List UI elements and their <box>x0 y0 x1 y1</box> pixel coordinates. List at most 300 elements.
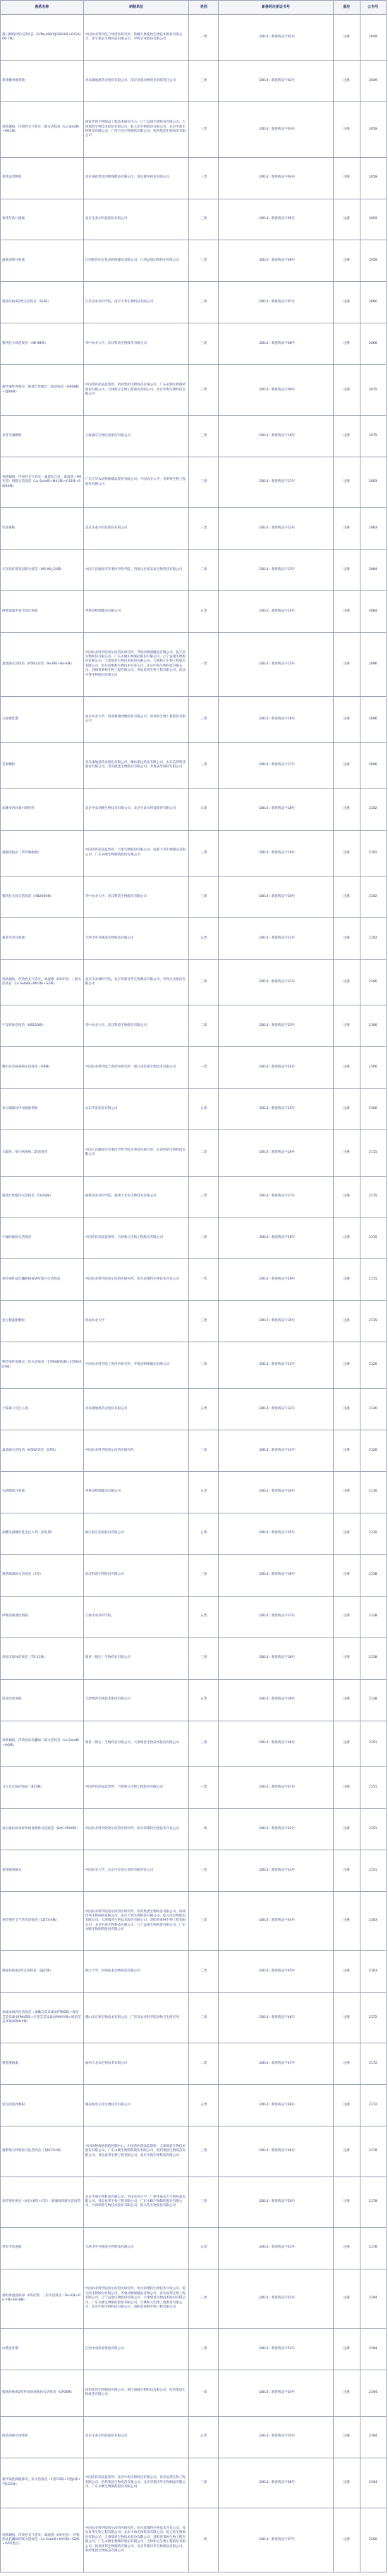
developer-cell: 浙江海正药业股份有限公司 <box>83 1513 189 1554</box>
table-row <box>1 1993 387 2043</box>
announcement-cell: 2178 <box>360 2176 386 2227</box>
developer-cell: 武汉科前生物股份有限公司 <box>83 1554 189 1596</box>
drug-name-cell: 马立克氏病活疫苗（814株） <box>1 1766 84 1808</box>
developer-cell: 中国农业科学院哈尔滨兽医研究所、齐鲁动物保健品有限公司、乾元浩生物股份有限公司、广东永顺生物制药股份有限公司、辽宁益康生物股份有限公司、天津瑞普生物技术股份有限公司、吉林和元生物工程股份有限公司、哈尔滨维科生物技术开发公司、北京中海生物科技有限公司、洛阳普莱柯生物工程有限公司、青岛易邦生物工程有限公司、武汉中博生物股份有限公司 <box>83 632 189 696</box>
certificate-cell: （2014）新兽药证字35号 <box>218 1513 333 1554</box>
drug-name-cell: 猪口蹄疫O型灭活疫苗（O/Mya98/XJ/2010株+O/GX/09-7株） <box>1 15 84 61</box>
table-row <box>1 157 387 199</box>
announcement-cell: 2194 <box>360 2370 386 2416</box>
drug-name-cell: 黄连解毒微丸 <box>1 1850 84 1891</box>
remark-cell: 注册 <box>334 1471 360 1513</box>
developer-cell: 中国兽医药品监察所、北京中海生物科技有限公司、青岛易邦生物工程有限公司、哈药集团生物疫苗有限公司、北京华都诗华生物制品有限公司、广东永顺生物制药股份有限公司 <box>83 2458 189 2508</box>
category-cell: 三类 <box>189 2458 218 2508</box>
table-row <box>1 1176 387 1218</box>
announcement-cell: 2172 <box>360 1993 386 2043</box>
category-cell: 三类 <box>189 323 218 365</box>
developer-cell: 中国农业科学院哈尔滨兽医研究所、哈尔滨维科生物技术开发公司 <box>83 1808 189 1850</box>
remark-cell: 注册 <box>334 2126 360 2177</box>
category-cell: 三类 <box>189 1637 218 1679</box>
category-cell: 三类 <box>189 830 218 876</box>
table-row <box>1 61 387 102</box>
certificate-cell: （2014）新兽药证字01号 <box>218 15 333 61</box>
announcement-cell: 2115 <box>360 1301 386 1342</box>
certificate-cell: （2014）新兽药证字37号 <box>218 1596 333 1637</box>
drug-name-cell: 伏虎素贴 <box>1 507 84 549</box>
developer-cell: 中国农业科学院哈尔滨兽医研究所、哈药集团生物疫苗有限公司、扬州优邦生物制药有限公司、南京天邦生物科技有限公司、乾元浩生物股份有限公司、天津瑞普生物技术股份有限公司、洛阳普莱柯生物工程有限公司、北京中海生物科技有限公司、辽宁益康生物股份有限公司、广东永顺生物制药股份有限公司 <box>83 1891 189 1951</box>
drug-name-cell: 复方阿莫西林粉 <box>1 2085 84 2126</box>
remark-cell: 注册 <box>334 1259 360 1301</box>
category-cell: 三类 <box>189 2126 218 2177</box>
developer-cell: 广东大华农动物保健品股份有限公司、中国农业大学、普莱柯生物工程股份有限公司 <box>83 457 189 508</box>
remark-cell: 注册 <box>334 1951 360 1993</box>
drug-name-cell: 替米考星溶液 <box>1 2227 84 2269</box>
announcement-cell: 2163 <box>360 1951 386 1993</box>
remark-cell: 注册 <box>334 282 360 323</box>
announcement-cell: 2194 <box>360 2269 386 2329</box>
announcement-cell: 2151 <box>360 1766 386 1808</box>
certificate-cell: （2014）新兽药证字15号 <box>218 632 333 696</box>
remark-cell: 注册 <box>334 240 360 282</box>
announcement-cell: 2200 <box>360 2508 386 2572</box>
header-announcement-no: 公告号 <box>360 1 386 15</box>
announcement-cell: 2178 <box>360 2227 386 2269</box>
developer-cell: 江西中成药业集团有限公司 <box>83 2329 189 2370</box>
table-row <box>1 1259 387 1301</box>
announcement-cell: 2178 <box>360 2126 386 2177</box>
certificate-cell: （2014）新兽药证字52号 <box>218 2269 333 2329</box>
category-cell: 五类 <box>189 788 218 830</box>
developer-cell: 福建省农业科学院、福州大北农生物技术有限公司 <box>83 1176 189 1218</box>
announcement-cell: 2075 <box>360 416 386 457</box>
announcement-cell: 2106 <box>360 1089 386 1130</box>
remark-cell: 注册 <box>334 788 360 830</box>
announcement-cell: 2096 <box>360 696 386 742</box>
category-cell: 一类 <box>189 2508 218 2572</box>
category-cell: 二类 <box>189 1005 218 1047</box>
drug-name-cell: 鸭传染性浆膜炎二价灭活疫苗（1型RABYD株+2型RAZ07株） <box>1 1342 84 1388</box>
certificate-cell: （2014）新兽药证字32号 <box>218 1388 333 1430</box>
category-cell: 三类 <box>189 1850 218 1891</box>
announcement-cell: 2096 <box>360 743 386 788</box>
category-cell: 五类 <box>189 1471 218 1513</box>
drug-name-cell: 重组禽流感病毒（H5亚型）三价灭活疫苗（Re-6株+Re-7株+Re-8株） <box>1 2269 84 2329</box>
announcement-cell: 2194 <box>360 2416 386 2458</box>
developer-cell: 中国人民解放军军事医学科学院军事兽医研究所、长春西诺生物科技有限公司 <box>83 1130 189 1176</box>
certificate-cell: （2014）新兽药证字29号 <box>218 1259 333 1301</box>
drug-name-cell: 猪传染性胸膜肺炎三价灭活疫苗（1型CD株+2型JL株+7型GZ株） <box>1 2458 84 2508</box>
developer-cell: 上海市农业科学院 <box>83 1596 189 1637</box>
category-cell: 三类 <box>189 1554 218 1596</box>
announcement-cell: 2138 <box>360 1679 386 1721</box>
category-cell: 一类 <box>189 2370 218 2416</box>
drug-name-cell: 复方板蓝根颗粒 <box>1 1301 84 1342</box>
certificate-cell: （2014）新兽药证字54号 <box>218 2370 333 2416</box>
developer-cell: 北京生泰尔科技股份有限公司 <box>83 507 189 549</box>
table-row <box>1 102 387 157</box>
certificate-cell: （2014）新兽药证字17号 <box>218 743 333 788</box>
table-row <box>1 1513 387 1554</box>
developer-cell: 河南农业大学 <box>83 1301 189 1342</box>
table-row <box>1 876 387 917</box>
announcement-cell: 2096 <box>360 632 386 696</box>
remark-cell: 注册 <box>334 1993 360 2043</box>
table-row <box>1 1679 387 1721</box>
remark-cell: 注册 <box>334 507 360 549</box>
developer-cell: 中国兽医药品监察所、吉林和元生物工程股份有限公司 <box>83 1766 189 1808</box>
developer-cell: 中国农业科学院兰州兽医研究所、新疆天康畜牧生物技术股份有限公司、金宇保灵生物药品有限公司、中牧实业股份有限公司 <box>83 15 189 61</box>
drug-name-cell: 头孢噻呋注射液 <box>1 1471 84 1513</box>
announcement-cell: 2115 <box>360 1176 386 1218</box>
category-cell: 三类 <box>189 1342 218 1388</box>
developer-cell: 扬州优邦生物制药有限公司、浙江海隆生物科技有限公司、哈药集团生物疫苗有限公司 <box>83 2370 189 2416</box>
table-row <box>1 549 387 590</box>
developer-cell: 天津瑞普生物技术股份有限公司 <box>83 1679 189 1721</box>
announcement-cell: 2059 <box>360 199 386 240</box>
announcement-cell: 2115 <box>360 1218 386 1259</box>
certificate-cell: （2014）新兽药证字11号 <box>218 457 333 508</box>
certificate-cell: （2014）新兽药证字18号 <box>218 788 333 830</box>
remark-cell: 注册 <box>334 2176 360 2227</box>
category-cell: 二类 <box>189 1130 218 1176</box>
remark-cell: 注册 <box>334 590 360 632</box>
certificate-cell: （2014）新兽药证字53号 <box>218 2329 333 2370</box>
certificate-cell: （2014）新兽药证字33号 <box>218 1430 333 1471</box>
table-row <box>1 1301 387 1342</box>
header-category: 类别 <box>189 1 218 15</box>
announcement-cell: 2126 <box>360 1342 386 1388</box>
drug-name-cell: 鸡新城疫、传染性支气管炎、禽流感（H9亚型）、传染性法氏囊病四联灭活疫苗（La Sota株+M41株+SZ株+rVP2蛋白） <box>1 2508 84 2572</box>
developer-cell: 中国动物疫病预防控制中心、中国兽医药品监察所、天津瑞普生物技术股份有限公司、广东永顺生物制药股份有限公司、哈药集团生物疫苗有限公司、青岛易邦生物工程有限公司、北京中海生物科技有限公司 <box>83 2126 189 2177</box>
drug-name-cell: 鸭坦布苏病毒病灭活疫苗（HB株） <box>1 1047 84 1089</box>
certificate-cell: （2014）新兽药证字41号 <box>218 1766 333 1808</box>
table-row <box>1 15 387 61</box>
drug-name-cell: 阿莫西林可溶性粉 <box>1 2416 84 2458</box>
drug-name-cell: 伊维菌素透皮溶液 <box>1 1596 84 1637</box>
table-row <box>1 917 387 959</box>
developer-cell: 中国人民解放军军事医学科学院、内蒙古必威安泰生物科技有限公司 <box>83 549 189 590</box>
certificate-cell: （2014）新兽药证字34号 <box>218 1471 333 1513</box>
developer-cell: 国家兽用生物制品工程技术研究中心、辽宁益康生物股份有限公司、天津瑞普生物技术股份有限公司、乾元浩生物股份有限公司、北京中海生物科技有限公司、广西丰园生物制药有限公司、哈药集团生物疫苗有限公司 <box>83 102 189 157</box>
drug-name-cell: 蒲地消肿注射液 <box>1 240 84 282</box>
certificate-cell: （2014）新兽药证字20号 <box>218 876 333 917</box>
developer-cell: 青岛康地恩药业股份有限公司、南京金盾动物药业有限责任公司 <box>83 61 189 102</box>
table-row <box>1 696 387 742</box>
certificate-cell: （2014）新兽药证字14号 <box>218 590 333 632</box>
table-row <box>1 1430 387 1471</box>
developer-cell: 浙江大学、杭州佑本动物疫苗有限公司 <box>83 1951 189 1993</box>
certificate-cell: （2014）新兽药证字40号 <box>218 1721 333 1766</box>
table-row <box>1 2269 387 2329</box>
certificate-cell: （2014）新兽药证字51号 <box>218 2227 333 2269</box>
certificate-cell: （2014）新兽药证字55号 <box>218 2416 333 2458</box>
remark-cell: 注册 <box>334 2227 360 2269</box>
announcement-cell: 2194 <box>360 2329 386 2370</box>
remark-cell: 注册 <box>334 1891 360 1951</box>
certificate-cell: （2014）新兽药证字04号 <box>218 157 333 199</box>
developer-cell: 北京中海生物科技有限公司、华南农业大学、广州华南农大生物药品有限公司、青岛易邦生物工程有限公司、广东永顺生物制药股份有限公司、天津瑞普生物技术股份有限公司、乾元浩生物股份有限公司 <box>83 2176 189 2227</box>
table-row <box>1 1637 387 1679</box>
developer-cell: 华中农业大学、武汉科前生物股份有限公司 <box>83 323 189 365</box>
announcement-cell: 2106 <box>360 1047 386 1089</box>
developer-cell: 福州大北农生物技术有限公司 <box>83 2043 189 2085</box>
table-row <box>1 2126 387 2177</box>
drug-name-cell: 鸡新城疫、传染性支气管炎、减蛋综合征、禽流感（H9亚型）四联灭活疫苗（La Sota株+M41株+K-11株+SS/94株） <box>1 457 84 508</box>
drug-name-cell: 山楂麦芽散 <box>1 2329 84 2370</box>
category-cell: 三类 <box>189 61 218 102</box>
category-cell: 五类 <box>189 1679 218 1721</box>
developer-cell: 中国兽医药品监察所、哈药集团生物疫苗有限公司、广东永顺生物制药股份有限公司、吉林和元生物工程股份有限公司、北京中海生物科技有限公司 <box>83 365 189 416</box>
category-cell: 三类 <box>189 1721 218 1766</box>
header-remark: 备注 <box>334 1 360 15</box>
certificate-cell: （2014）新兽药证字03号 <box>218 102 333 157</box>
category-cell: 五类 <box>189 1089 218 1130</box>
category-cell: 三类 <box>189 2329 218 2370</box>
certificate-cell: （2014）新兽药证字56号 <box>218 2458 333 2508</box>
developer-cell: 上海浦东生物医药股份有限公司 <box>83 416 189 457</box>
remark-cell: 注册 <box>334 632 360 696</box>
developer-cell: 中国兽医药品监察所、吉林和元生物工程股份有限公司 <box>83 1218 189 1259</box>
certificate-cell: （2014）新兽药证字19号 <box>218 830 333 876</box>
remark-cell: 注册 <box>334 1388 360 1430</box>
announcement-cell: 2115 <box>360 1130 386 1176</box>
table-row <box>1 199 387 240</box>
drug-name-cell: 兔出血症病毒杆状病毒载体灭活疫苗（BAC-VP60株） <box>1 1808 84 1850</box>
developer-cell: 湖南加农正和生物技术有限公司 <box>83 2085 189 2126</box>
announcement-cell: 2049 <box>360 15 386 61</box>
category-cell: 三类 <box>189 102 218 157</box>
developer-cell: 南京农业大学、河南牧翔动物药业有限公司、普莱柯生物工程股份有限公司 <box>83 696 189 742</box>
table-row <box>1 632 387 696</box>
certificate-cell: （2014）新兽药证字09号 <box>218 365 333 416</box>
category-cell: 三类 <box>189 240 218 282</box>
category-cell: 五类 <box>189 2085 218 2126</box>
announcement-cell: 2066 <box>360 323 386 365</box>
table-row <box>1 1850 387 1891</box>
remark-cell: 注册 <box>334 102 360 157</box>
table-row <box>1 1005 387 1047</box>
table-row <box>1 2176 387 2227</box>
announcement-cell: 2151 <box>360 1808 386 1850</box>
announcement-cell: 2106 <box>360 1005 386 1047</box>
table-row <box>1 2329 387 2370</box>
drug-name-cell: 犬瘟热、细小病毒病二联活疫苗 <box>1 1130 84 1176</box>
remark-cell: 注册 <box>334 2508 360 2572</box>
category-cell: 五类 <box>189 1388 218 1430</box>
announcement-cell: 2172 <box>360 2043 386 2085</box>
certificate-cell: （2014）新兽药证字06号 <box>218 240 333 282</box>
category-cell: 三类 <box>189 157 218 199</box>
drug-name-cell: 九仙催乳散 <box>1 696 84 742</box>
category-cell: 二类 <box>189 549 218 590</box>
drug-name-cell: 黄芪芍药口服液 <box>1 199 84 240</box>
drug-name-cell: 鸡球虫病四价活疫苗（柔嫩艾美耳球虫PTMZ株+毒害艾美耳球虫PNHZ株+巨型艾美耳球虫PMHY株+堆型艾美耳球虫PAHY株） <box>1 1993 84 2043</box>
category-cell: 三类 <box>189 696 218 742</box>
table-row <box>1 1342 387 1388</box>
announcement-cell: 2151 <box>360 1721 386 1766</box>
announcement-cell: 2083 <box>360 457 386 508</box>
certificate-cell: （2014）新兽药证字47号 <box>218 2043 333 2085</box>
remark-cell: 注册 <box>334 365 360 416</box>
category-cell: 一类 <box>189 1259 218 1301</box>
drug-name-cell: 盐酸头孢噻呋乳房注入剂（泌乳期） <box>1 1513 84 1554</box>
drug-name-cell: 猪圆环病毒2型杆状病毒载体灭活疫苗（CP08株） <box>1 2370 84 2416</box>
table-row <box>1 2416 387 2458</box>
certificate-cell: （2014）新兽药证字31号 <box>218 1342 333 1388</box>
table-row <box>1 1388 387 1430</box>
remark-cell: 注册 <box>334 876 360 917</box>
announcement-cell: 2084 <box>360 590 386 632</box>
remark-cell: 注册 <box>334 1005 360 1047</box>
table-row <box>1 2085 387 2126</box>
category-cell: 三类 <box>189 282 218 323</box>
developer-cell: 青岛康地恩药业股份有限公司 <box>83 1388 189 1430</box>
category-cell: 三类 <box>189 1301 218 1342</box>
category-cell: 三类 <box>189 743 218 788</box>
announcement-cell: 2126 <box>360 1430 386 1471</box>
drug-name-cell: 鸡新城疫、传染性支气管炎二联灭活疫苗（La Sota株+M41株） <box>1 102 84 157</box>
header-certificate-no: 新兽药注册证书号 <box>218 1 333 15</box>
announcement-cell: 2138 <box>360 1637 386 1679</box>
category-cell: 三类 <box>189 1176 218 1218</box>
category-cell: 三类 <box>189 199 218 240</box>
announcement-cell: 2151 <box>360 1850 386 1891</box>
category-cell: 二类 <box>189 1993 218 2043</box>
remark-cell: 注册 <box>334 549 360 590</box>
table-body <box>1 15 387 2572</box>
table-row <box>1 1766 387 1808</box>
certificate-cell: （2014）新兽药证字02号 <box>218 61 333 102</box>
table-row <box>1 2227 387 2269</box>
developer-cell: 中国兽医药品监察所、天康生物股份有限公司、成都天邦生物制品有限公司、广东永顺生物制药股份有限公司 <box>83 830 189 876</box>
certificate-cell: （2014）新兽药证字07号 <box>218 282 333 323</box>
announcement-cell: 2102 <box>360 788 386 830</box>
remark-cell: 注册 <box>334 959 360 1005</box>
table-row <box>1 2370 387 2416</box>
drug-name-cell: 羊布氏杆菌基因缺失疫苗（M5-90△26株） <box>1 549 84 590</box>
certificate-cell: （2014）新兽药证字16号 <box>218 696 333 742</box>
drug-name-cell: 双冬芩感颗粒 <box>1 416 84 457</box>
drug-name-cell: 盐酸多西环素可溶性粉 <box>1 788 84 830</box>
category-cell: 五类 <box>189 917 218 959</box>
developer-cell: 中国农业科学院哈尔滨兽医研究所、哈尔滨维科生物技术开发公司、乾元浩生物股份有限公司、齐鲁动物保健品有限公司、青岛易邦生物工程有限公司、辽宁益康生物股份有限公司、天津瑞普生物技术股份有限公司、广东永顺生物制药股份有限公司、吉林和元生物工程股份有限公司、北京中海生物科技有限公司、洛阳普莱柯生物工程有限公司 <box>83 2269 189 2329</box>
certificate-cell: （2014）新兽药证字22号 <box>218 959 333 1005</box>
announcement-cell: 2059 <box>360 102 386 157</box>
drug-name-cell: 猪瘟活疫苗（传代细胞源） <box>1 830 84 876</box>
table-row <box>1 1218 387 1259</box>
category-cell: 五类 <box>189 2416 218 2458</box>
remark-cell: 注册 <box>334 1596 360 1637</box>
drug-name-cell: 鸡新城疫、传染性支气管炎、禽流感（H9亚型）三联灭活疫苗（La Sota株+M41株+SZ株） <box>1 959 84 1005</box>
developer-cell: 瑞普（保定）生物药业有限公司、天津瑞普生物技术股份有限公司 <box>83 1721 189 1766</box>
table-row <box>1 507 387 549</box>
drug-name-cell: 鸡毒支原体活疫苗（TS-11株） <box>1 1637 84 1679</box>
certificate-cell: （2014）新兽药证字46号 <box>218 1993 333 2043</box>
announcement-cell: 2102 <box>360 830 386 876</box>
remark-cell: 注册 <box>334 1301 360 1342</box>
category-cell: 五类 <box>189 1513 218 1554</box>
category-cell: 三类 <box>189 1951 218 1993</box>
announcement-cell: 2172 <box>360 2085 386 2126</box>
table-row <box>1 830 387 876</box>
table-row <box>1 1891 387 1951</box>
table-row <box>1 590 387 632</box>
remark-cell: 注册 <box>334 1130 360 1176</box>
remark-cell: 注册 <box>334 1808 360 1850</box>
announcement-cell: 2138 <box>360 1554 386 1596</box>
drug-name-cell: 猪流行性腹泻灭活疫苗（CH/FJ株） <box>1 1176 84 1218</box>
announcement-cell: 2102 <box>360 917 386 959</box>
table-row <box>1 1089 387 1130</box>
announcement-cell: 2083 <box>360 507 386 549</box>
category-cell: 三类 <box>189 959 218 1005</box>
remark-cell: 注册 <box>334 1342 360 1388</box>
announcement-cell: 2075 <box>360 365 386 416</box>
developer-cell: 中国农业科学院哈尔滨兽医研究所、哈尔滨维科生物技术开发公司、青岛易邦生物工程有限公司、北京中海生物科技有限公司、乾元浩生物股份有限公司、天津瑞普生物技术股份有限公司、洛阳普莱柯生物工程有限公司、广东永顺生物制药股份有限公司、吉林和元生物工程股份有限公司、扬州优邦生物制药有限公司、北京华都诗华生物制品有限公司、哈药集团生物疫苗有限公司 <box>83 2508 189 2572</box>
drug-name-cell: 鸡新城疫、传染性法氏囊病二联灭活疫苗（La Sota株+HQ株） <box>1 1721 84 1766</box>
certificate-cell: （2014）新兽药证字26号 <box>218 1130 333 1176</box>
table-row <box>1 788 387 830</box>
developer-cell: 华中农业大学、武汉科前生物股份有限公司 <box>83 876 189 917</box>
remark-cell: 注册 <box>334 1047 360 1089</box>
developer-cell: 北京市农林科学院、北京华都诗华生物制品有限公司、中牧实业股份有限公司 <box>83 959 189 1005</box>
remark-cell: 注册 <box>334 416 360 457</box>
table-row <box>1 959 387 1005</box>
announcement-cell: 2126 <box>360 1388 386 1430</box>
certificate-cell: （2014）新兽药证字27号 <box>218 1176 333 1218</box>
table-row <box>1 1808 387 1850</box>
header-drug-name: 兽药名称 <box>1 1 84 15</box>
certificate-cell: （2014）新兽药证字12号 <box>218 507 333 549</box>
drug-name-cell: 复方磺胺间甲氧嘧啶钠粉 <box>1 1089 84 1130</box>
certificate-cell: （2014）新兽药证字43号 <box>218 1850 333 1891</box>
announcement-cell: 2059 <box>360 240 386 282</box>
drug-name-cell: 猪伪狂犬病活疫苗（HB-98株） <box>1 323 84 365</box>
drug-name-cell: 鸡传染性支气管炎活疫苗（LDT3-A株） <box>1 1891 84 1951</box>
remark-cell: 注册 <box>334 1513 360 1554</box>
category-cell: 一类 <box>189 1047 218 1089</box>
table-row <box>1 1471 387 1513</box>
certificate-cell: （2014）新兽药证字39号 <box>218 1679 333 1721</box>
remark-cell: 注册 <box>334 323 360 365</box>
drug-name-cell: 禽流感灭活疫苗（H5N1亚型，Re-6株+Re-4株） <box>1 632 84 696</box>
drug-name-cell: 苦参颗粒 <box>1 743 84 788</box>
developer-cell: 天津市中升挑战生物科技有限公司 <box>83 917 189 959</box>
developer-cell: 佛山市正典生物技术有限公司、广东省农业科学院动物卫生研究所 <box>83 1993 189 2043</box>
remark-cell: 注册 <box>334 1850 360 1891</box>
table-row <box>1 1951 387 1993</box>
category-cell: 三类 <box>189 457 218 508</box>
announcement-cell: 2138 <box>360 1596 386 1637</box>
remark-cell: 注册 <box>334 2043 360 2085</box>
drug-name-cell: 土霉素子宫注入剂 <box>1 1388 84 1430</box>
category-cell: 三类 <box>189 2176 218 2227</box>
table-row <box>1 1047 387 1089</box>
remark-cell: 注册 <box>334 830 360 876</box>
category-cell: 五类 <box>189 1596 218 1637</box>
certificate-cell: （2014）新兽药证字42号 <box>218 1808 333 1850</box>
developer-cell: 北京生泰尔科技股份有限公司 <box>83 2416 189 2458</box>
category-cell: 三类 <box>189 1766 218 1808</box>
certificate-cell: （2014）新兽药证字23号 <box>218 1005 333 1047</box>
remark-cell: 注册 <box>334 1637 360 1679</box>
table-row <box>1 416 387 457</box>
remark-cell: 注册 <box>334 1218 360 1259</box>
remark-cell: 注册 <box>334 1679 360 1721</box>
remark-cell: 注册 <box>334 61 360 102</box>
announcement-cell: 2130 <box>360 1513 386 1554</box>
category-cell: 三类 <box>189 365 218 416</box>
announcement-cell: 2130 <box>360 1471 386 1513</box>
